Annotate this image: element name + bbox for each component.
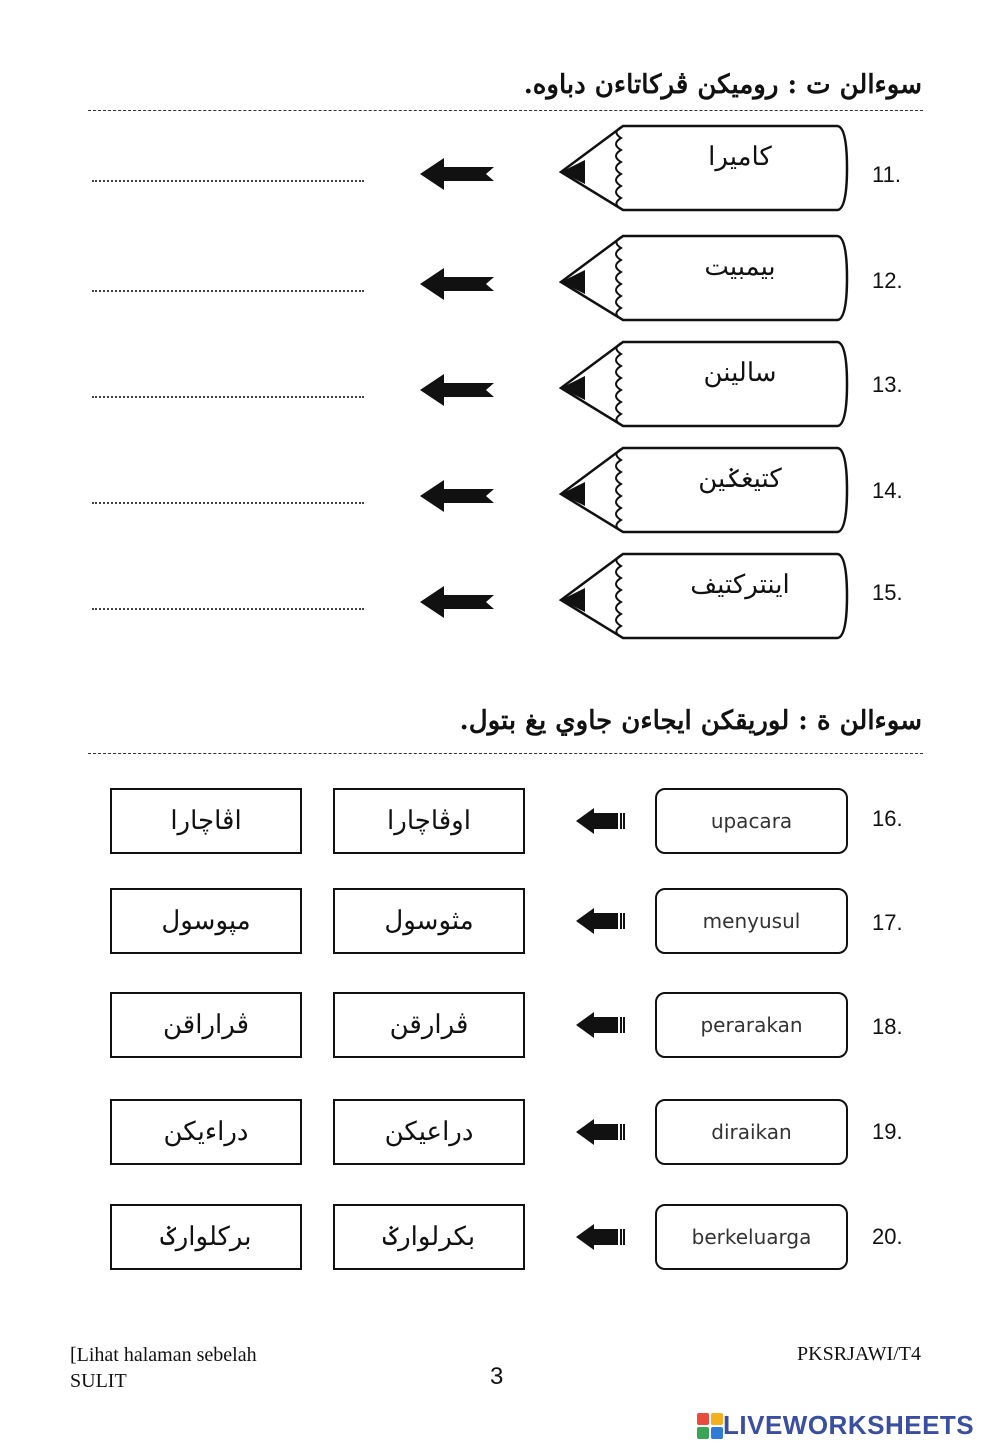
question-number: 16.	[872, 806, 903, 831]
answer-line[interactable]	[92, 180, 364, 182]
pencil-item	[0, 444, 1000, 544]
left-arrow-icon	[576, 908, 626, 934]
answer-line[interactable]	[92, 608, 364, 610]
left-arrow-icon	[576, 1012, 626, 1038]
jawi-option-a[interactable]: دراعيکن	[333, 1099, 525, 1165]
pencil-item	[0, 550, 1000, 650]
section-b-divider	[88, 110, 923, 111]
footer-note	[70, 1342, 257, 1394]
question-number: 17.	[872, 910, 903, 935]
question-number: 19.	[872, 1119, 903, 1144]
footer-line-2: SULIT	[70, 1370, 127, 1392]
rumi-word: upacara	[655, 788, 848, 854]
pencil-word: کتيغݢين	[698, 464, 782, 494]
jawi-option-a[interactable]: ڤرارقن	[333, 992, 525, 1058]
left-arrow-icon	[420, 586, 494, 618]
pencil-word: سالينن	[703, 358, 777, 388]
question-number: 13.	[872, 372, 903, 397]
jawi-option-b[interactable]: اڤاچارا	[110, 788, 302, 854]
rumi-word: berkeluarga	[655, 1204, 848, 1270]
question-number: 14.	[872, 478, 903, 503]
answer-line[interactable]	[92, 290, 364, 292]
jawi-option-b[interactable]: مڽوسول	[110, 888, 302, 954]
spelling-item	[0, 992, 1000, 1062]
rumi-word: diraikan	[655, 1099, 848, 1165]
jawi-option-b[interactable]: برکلوارݢ	[110, 1204, 302, 1270]
left-arrow-icon	[420, 374, 494, 406]
liveworksheets-logo-icon	[697, 1413, 723, 1439]
left-arrow-icon	[576, 1119, 626, 1145]
question-number: 18.	[872, 1014, 903, 1039]
jawi-option-a[interactable]: مثوسول	[333, 888, 525, 954]
jawi-option-a[interactable]: بکرلوارݢ	[333, 1204, 525, 1270]
rumi-word: perarakan	[655, 992, 848, 1058]
question-number: 11.	[872, 162, 901, 187]
left-arrow-icon	[420, 268, 494, 300]
jawi-option-b[interactable]: دراءيکن	[110, 1099, 302, 1165]
section-b-title: سوءالن ت : روميکن ڤرکاتاءن دباوه.	[523, 70, 922, 100]
spelling-item	[0, 888, 1000, 958]
left-arrow-icon	[420, 480, 494, 512]
pencil-word: کاميرا	[708, 142, 772, 172]
pencil-item	[0, 338, 1000, 438]
question-number: 20.	[872, 1224, 903, 1249]
answer-line[interactable]	[92, 502, 364, 504]
page-number: 3	[490, 1363, 504, 1390]
left-arrow-icon	[576, 808, 626, 834]
document-code: PKSRJAWI/T4	[797, 1343, 921, 1365]
footer-line-1: [Lihat halaman sebelah	[70, 1344, 257, 1366]
jawi-option-a[interactable]: اوڤاچارا	[333, 788, 525, 854]
pencil-word: اينترکتيف	[690, 570, 790, 600]
pencil-item	[0, 232, 1000, 332]
spelling-item	[0, 788, 1000, 858]
spelling-item	[0, 1099, 1000, 1169]
spelling-item	[0, 1204, 1000, 1274]
section-c-title: سوءالن ة : لوريقکن ايجاءن جاوي يغ بتول.	[459, 706, 922, 736]
answer-line[interactable]	[92, 396, 364, 398]
brand-logo[interactable]	[697, 1410, 974, 1441]
question-number: 12.	[872, 268, 903, 293]
pencil-word: بيمبيت	[704, 252, 776, 282]
left-arrow-icon	[576, 1224, 626, 1250]
left-arrow-icon	[420, 158, 494, 190]
rumi-word: menyusul	[655, 888, 848, 954]
section-c-divider	[88, 753, 923, 754]
question-number: 15.	[872, 580, 903, 605]
jawi-option-b[interactable]: ڤراراقن	[110, 992, 302, 1058]
brand-name: LIVEWORKSHEETS	[723, 1410, 975, 1440]
pencil-item	[0, 122, 1000, 222]
